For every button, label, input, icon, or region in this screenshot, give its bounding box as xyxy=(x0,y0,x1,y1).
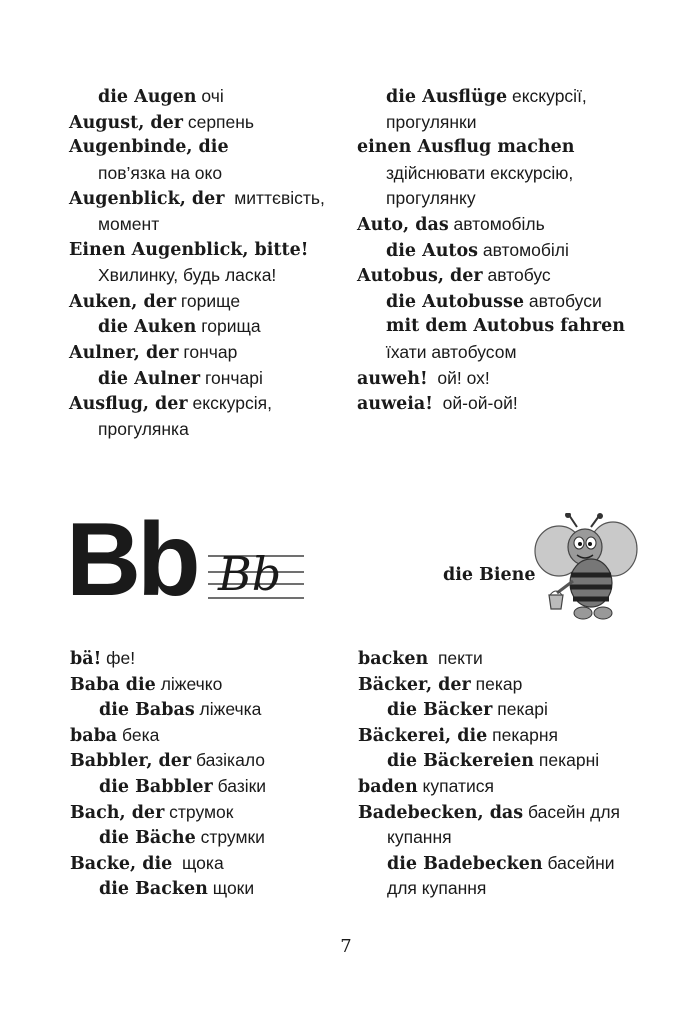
dictionary-entry-line xyxy=(69,212,325,238)
entry-translation: екскурсії, xyxy=(507,86,587,106)
dictionary-entry-line xyxy=(357,84,625,110)
entry-headword: die Autobusse xyxy=(386,291,524,312)
entry-headword: Ausflug, der xyxy=(69,394,188,415)
dictionary-entry-line xyxy=(69,161,325,187)
entry-translation: прогулянка xyxy=(98,418,189,439)
dictionary-entry-line xyxy=(70,723,266,749)
entry-translation: щока xyxy=(172,852,224,873)
entry-translation: автобуси xyxy=(523,290,602,311)
entry-headword: Einen Augenblick, bitte! xyxy=(69,239,309,260)
entry-headword: bä! xyxy=(70,649,102,669)
entry-translation: момент xyxy=(98,213,160,234)
entry-translation: басейни xyxy=(542,852,615,873)
entry-translation: ліжечко xyxy=(155,673,223,694)
dictionary-entry-line xyxy=(70,748,266,774)
entry-translation: їхати автобусом xyxy=(386,341,517,362)
entry-headword: baba xyxy=(70,725,118,746)
bee-caption: die Biene xyxy=(443,565,536,585)
dictionary-entry-line xyxy=(357,366,625,392)
entry-headword: backen xyxy=(358,649,429,669)
entry-translation: пекарні xyxy=(534,750,600,771)
dictionary-entry-line xyxy=(358,748,620,774)
dictionary-entry-line xyxy=(69,84,325,110)
entry-translation: струмки xyxy=(195,827,265,848)
dictionary-entry-line xyxy=(358,646,620,672)
entry-translation: горище xyxy=(176,290,241,311)
dictionary-entry-line xyxy=(357,391,625,417)
dictionary-entry-line xyxy=(69,417,325,443)
page-number: 7 xyxy=(340,936,352,957)
entry-headword: Bäckerei, die xyxy=(358,725,488,746)
dictionary-entry-line xyxy=(70,774,266,800)
entries-column-bottom-left xyxy=(70,646,266,902)
dictionary-entry-line xyxy=(357,314,625,340)
entry-translation: басейн для xyxy=(523,801,621,822)
entry-translation: прогулянки xyxy=(386,111,477,132)
entry-headword: einen Ausflug machen xyxy=(357,137,575,158)
entry-headword: August, der xyxy=(69,112,183,133)
entry-translation: екскурсія, xyxy=(187,393,272,414)
letter-heading-script: Bb xyxy=(218,547,282,601)
dictionary-entry-line xyxy=(70,876,266,902)
entry-translation: пекар xyxy=(470,673,523,694)
entry-headword: Augenblick, der xyxy=(69,189,225,210)
dictionary-entry-line xyxy=(70,800,266,826)
entry-translation: автомобілі xyxy=(478,239,569,260)
entry-headword: die Bäcker xyxy=(387,700,493,721)
entry-translation: горища xyxy=(196,316,261,337)
entry-headword: die Badebecken xyxy=(387,853,543,874)
entry-headword: Bach, der xyxy=(70,802,165,823)
dictionary-entry-line xyxy=(69,186,325,212)
entry-translation: пов’язка на око xyxy=(98,162,223,183)
dictionary-entry-line xyxy=(358,851,620,877)
dictionary-entry-line xyxy=(70,672,266,698)
entry-translation: ліжечка xyxy=(194,699,262,720)
dictionary-entry-line xyxy=(69,289,325,315)
entry-headword: Bäcker, der xyxy=(358,674,471,695)
entry-headword: die Backen xyxy=(99,879,208,900)
entry-translation: прогулянку xyxy=(386,188,476,209)
dictionary-entry-line xyxy=(357,238,625,264)
entry-translation: бека xyxy=(117,724,160,745)
entry-translation: купатися xyxy=(417,775,494,796)
entry-headword: Aulner, der xyxy=(69,342,179,363)
dictionary-entry-line xyxy=(69,135,325,161)
entry-headword: Babbler, der xyxy=(70,751,192,772)
dictionary-entry-line xyxy=(358,774,620,800)
dictionary-entry-line xyxy=(357,110,625,136)
dictionary-entry-line xyxy=(69,340,325,366)
entry-translation: Хвилинку, будь ласка! xyxy=(98,265,277,286)
entry-headword: Autobus, der xyxy=(357,266,483,287)
dictionary-entry-line xyxy=(70,697,266,723)
entry-translation: автобус xyxy=(482,265,551,286)
dictionary-entry-line xyxy=(357,263,625,289)
entry-translation: базіки xyxy=(212,775,267,796)
entry-headword: die Babbler xyxy=(99,776,213,797)
dictionary-entry-line xyxy=(69,238,325,264)
entry-headword: Baba die xyxy=(70,674,156,695)
entry-translation: автомобіль xyxy=(448,213,545,234)
dictionary-entry-line xyxy=(357,186,625,212)
entries-column-bottom-right xyxy=(358,646,620,902)
entry-translation: здійснювати екскурсію, xyxy=(386,162,574,183)
dictionary-entry-line xyxy=(357,340,625,366)
entry-headword: Auken, der xyxy=(69,291,177,312)
bee-illustration xyxy=(533,513,643,625)
dictionary-entry-line xyxy=(70,851,266,877)
entry-translation: фе! xyxy=(101,648,136,668)
entry-translation: серпень xyxy=(182,111,255,132)
dictionary-entry-line xyxy=(358,800,620,826)
dictionary-entry-line xyxy=(358,723,620,749)
entry-headword: die Augen xyxy=(98,87,197,107)
entry-translation: базікало xyxy=(191,750,265,771)
entry-translation: струмок xyxy=(164,801,234,822)
entry-translation: пекарі xyxy=(492,699,548,720)
dictionary-entry-line xyxy=(69,263,325,289)
dictionary-entry-line xyxy=(357,135,625,161)
entry-headword: Augenbinde, die xyxy=(69,137,229,158)
entries-column-top-right xyxy=(357,84,625,417)
entry-translation: гончар xyxy=(178,341,238,362)
entry-headword: die Aulner xyxy=(98,368,201,389)
dictionary-entry-line xyxy=(69,366,325,392)
dictionary-entry-line xyxy=(70,646,266,672)
dictionary-entry-line xyxy=(357,161,625,187)
dictionary-entry-line xyxy=(357,212,625,238)
letter-heading-print: Bb xyxy=(66,502,197,618)
dictionary-entry-line xyxy=(358,825,620,851)
dictionary-entry-line xyxy=(358,697,620,723)
entry-headword: mit dem Autobus fahren xyxy=(386,316,625,337)
entry-translation: пекарня xyxy=(487,724,558,745)
entry-headword: die Bäckereien xyxy=(387,751,535,772)
entry-headword: die Ausflüge xyxy=(386,87,508,107)
entry-headword: die Auken xyxy=(98,317,197,338)
entry-translation: ой! ох! xyxy=(427,367,490,388)
entry-headword: auweia! xyxy=(357,394,433,415)
entries-column-top-left xyxy=(69,84,325,442)
dictionary-entry-line xyxy=(358,876,620,902)
entry-headword: auweh! xyxy=(357,368,428,389)
dictionary-entry-line xyxy=(69,391,325,417)
dictionary-entry-line xyxy=(357,289,625,315)
entry-headword: Auto, das xyxy=(357,214,449,235)
entry-headword: die Babas xyxy=(99,700,195,721)
dictionary-entry-line xyxy=(70,825,266,851)
entry-translation: миттєвість, xyxy=(224,188,325,209)
dictionary-entry-line xyxy=(69,314,325,340)
entry-headword: Badebecken, das xyxy=(358,802,524,823)
entry-headword: die Autos xyxy=(386,240,479,261)
dictionary-entry-line xyxy=(358,672,620,698)
entry-headword: Backe, die xyxy=(70,853,173,874)
entry-translation: щоки xyxy=(207,878,255,899)
entry-translation: пекти xyxy=(428,648,483,668)
entry-headword: die Bäche xyxy=(99,828,196,849)
entry-translation: для купання xyxy=(387,878,487,899)
entry-translation: гончарі xyxy=(200,367,263,388)
entry-translation: ой-ой-ой! xyxy=(432,393,518,414)
entry-translation: очі xyxy=(196,86,224,106)
entry-translation: купання xyxy=(387,827,452,848)
entry-headword: baden xyxy=(358,776,418,797)
dictionary-entry-line xyxy=(69,110,325,136)
